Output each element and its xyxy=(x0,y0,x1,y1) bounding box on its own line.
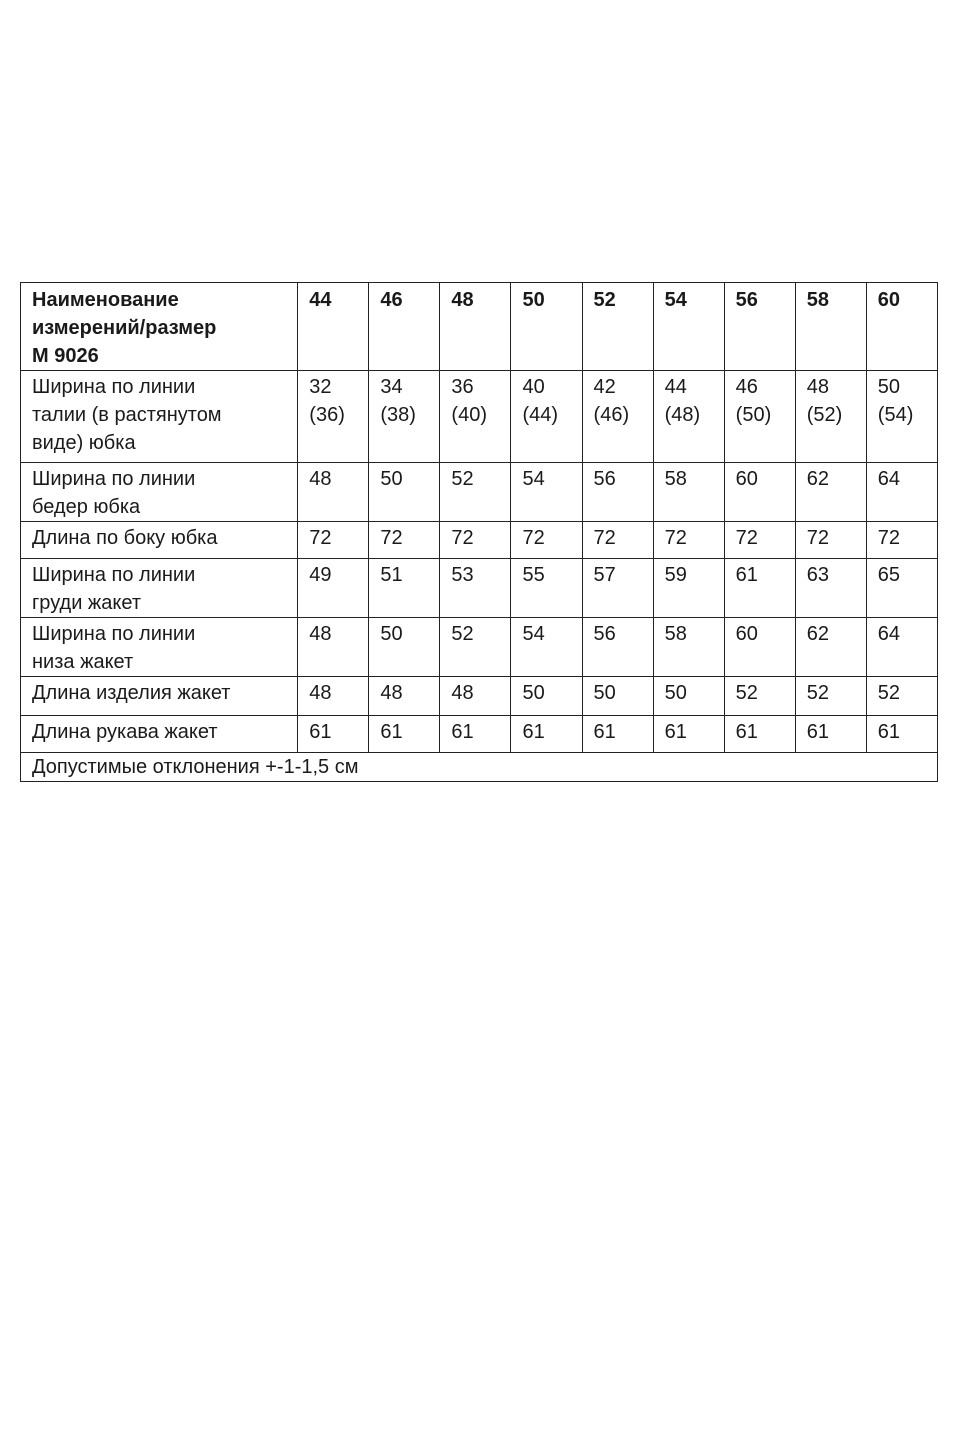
measurement-value: 72 xyxy=(795,522,866,559)
table-row xyxy=(21,463,938,522)
measurement-value: 55 xyxy=(511,559,582,618)
measurement-value: 46 (50) xyxy=(724,371,795,463)
measurement-value: 50 xyxy=(582,677,653,716)
measurement-name: Длина по боку юбка xyxy=(21,522,298,559)
measurement-value: 48 xyxy=(298,677,369,716)
measurement-value: 61 xyxy=(795,716,866,753)
measurement-value: 72 xyxy=(511,522,582,559)
size-header: 44 xyxy=(298,283,369,371)
measurement-value: 72 xyxy=(866,522,937,559)
measurement-value: 61 xyxy=(653,716,724,753)
table-row xyxy=(21,618,938,677)
size-header: 60 xyxy=(866,283,937,371)
measurement-value: 49 xyxy=(298,559,369,618)
measurement-value: 42 (46) xyxy=(582,371,653,463)
measurement-value: 56 xyxy=(582,618,653,677)
table-row xyxy=(21,522,938,559)
measurement-value: 61 xyxy=(511,716,582,753)
size-header: 54 xyxy=(653,283,724,371)
measurement-value: 52 xyxy=(795,677,866,716)
measurement-value: 72 xyxy=(369,522,440,559)
table-row xyxy=(21,371,938,463)
measurement-value: 56 xyxy=(582,463,653,522)
measurement-value: 44 (48) xyxy=(653,371,724,463)
measurement-value: 34 (38) xyxy=(369,371,440,463)
measurement-value: 65 xyxy=(866,559,937,618)
measurement-value: 61 xyxy=(582,716,653,753)
measurement-value: 61 xyxy=(724,716,795,753)
table-row xyxy=(21,677,938,716)
table-header-row xyxy=(21,283,938,371)
measurement-value: 50 xyxy=(653,677,724,716)
measurement-value: 61 xyxy=(440,716,511,753)
measurement-value: 40 (44) xyxy=(511,371,582,463)
size-header: 58 xyxy=(795,283,866,371)
measurement-value: 50 xyxy=(511,677,582,716)
measurement-name: Ширина по линии бедер юбка xyxy=(21,463,298,522)
measurement-value: 59 xyxy=(653,559,724,618)
measurement-value: 48 (52) xyxy=(795,371,866,463)
measurement-value: 48 xyxy=(440,677,511,716)
measurement-value: 60 xyxy=(724,618,795,677)
measurement-value: 63 xyxy=(795,559,866,618)
measurement-name: Ширина по линии низа жакет xyxy=(21,618,298,677)
measurement-value: 52 xyxy=(866,677,937,716)
measurement-value: 58 xyxy=(653,618,724,677)
measurement-value: 57 xyxy=(582,559,653,618)
measurement-value: 64 xyxy=(866,463,937,522)
measurement-value: 48 xyxy=(298,463,369,522)
measurement-value: 58 xyxy=(653,463,724,522)
size-header: 48 xyxy=(440,283,511,371)
measurement-value: 72 xyxy=(582,522,653,559)
measurement-value: 50 xyxy=(369,618,440,677)
measurement-name: Длина изделия жакет xyxy=(21,677,298,716)
measurement-value: 64 xyxy=(866,618,937,677)
measurement-name: Ширина по линии талии (в растянутом виде) юбка xyxy=(21,371,298,463)
measurement-value: 50 xyxy=(369,463,440,522)
measurement-value: 72 xyxy=(653,522,724,559)
measurement-value: 72 xyxy=(440,522,511,559)
measurement-value: 48 xyxy=(369,677,440,716)
measurement-value: 36 (40) xyxy=(440,371,511,463)
measurement-value: 62 xyxy=(795,463,866,522)
measurement-name: Ширина по линии груди жакет xyxy=(21,559,298,618)
measurement-value: 60 xyxy=(724,463,795,522)
measurement-value: 72 xyxy=(298,522,369,559)
size-header: 56 xyxy=(724,283,795,371)
measurement-value: 53 xyxy=(440,559,511,618)
size-chart-table xyxy=(20,282,938,782)
measurement-name: Длина рукава жакет xyxy=(21,716,298,753)
measurement-value: 61 xyxy=(369,716,440,753)
measurement-value: 62 xyxy=(795,618,866,677)
measurement-value: 61 xyxy=(724,559,795,618)
measurement-value: 61 xyxy=(866,716,937,753)
measurement-value: 52 xyxy=(440,618,511,677)
size-header: 46 xyxy=(369,283,440,371)
measurement-value: 52 xyxy=(724,677,795,716)
measurement-name-header: Наименование измерений/размер М 9026 xyxy=(21,283,298,371)
measurement-value: 51 xyxy=(369,559,440,618)
size-header: 52 xyxy=(582,283,653,371)
measurement-value: 72 xyxy=(724,522,795,559)
table-row xyxy=(21,716,938,753)
measurement-value: 54 xyxy=(511,463,582,522)
measurement-value: 50 (54) xyxy=(866,371,937,463)
tolerance-note: Допустимые отклонения +-1-1,5 см xyxy=(21,753,938,782)
size-header: 50 xyxy=(511,283,582,371)
measurement-value: 32 (36) xyxy=(298,371,369,463)
table-row xyxy=(21,559,938,618)
measurement-value: 52 xyxy=(440,463,511,522)
table-footer-row xyxy=(21,753,938,782)
measurement-value: 61 xyxy=(298,716,369,753)
measurement-value: 54 xyxy=(511,618,582,677)
measurement-value: 48 xyxy=(298,618,369,677)
